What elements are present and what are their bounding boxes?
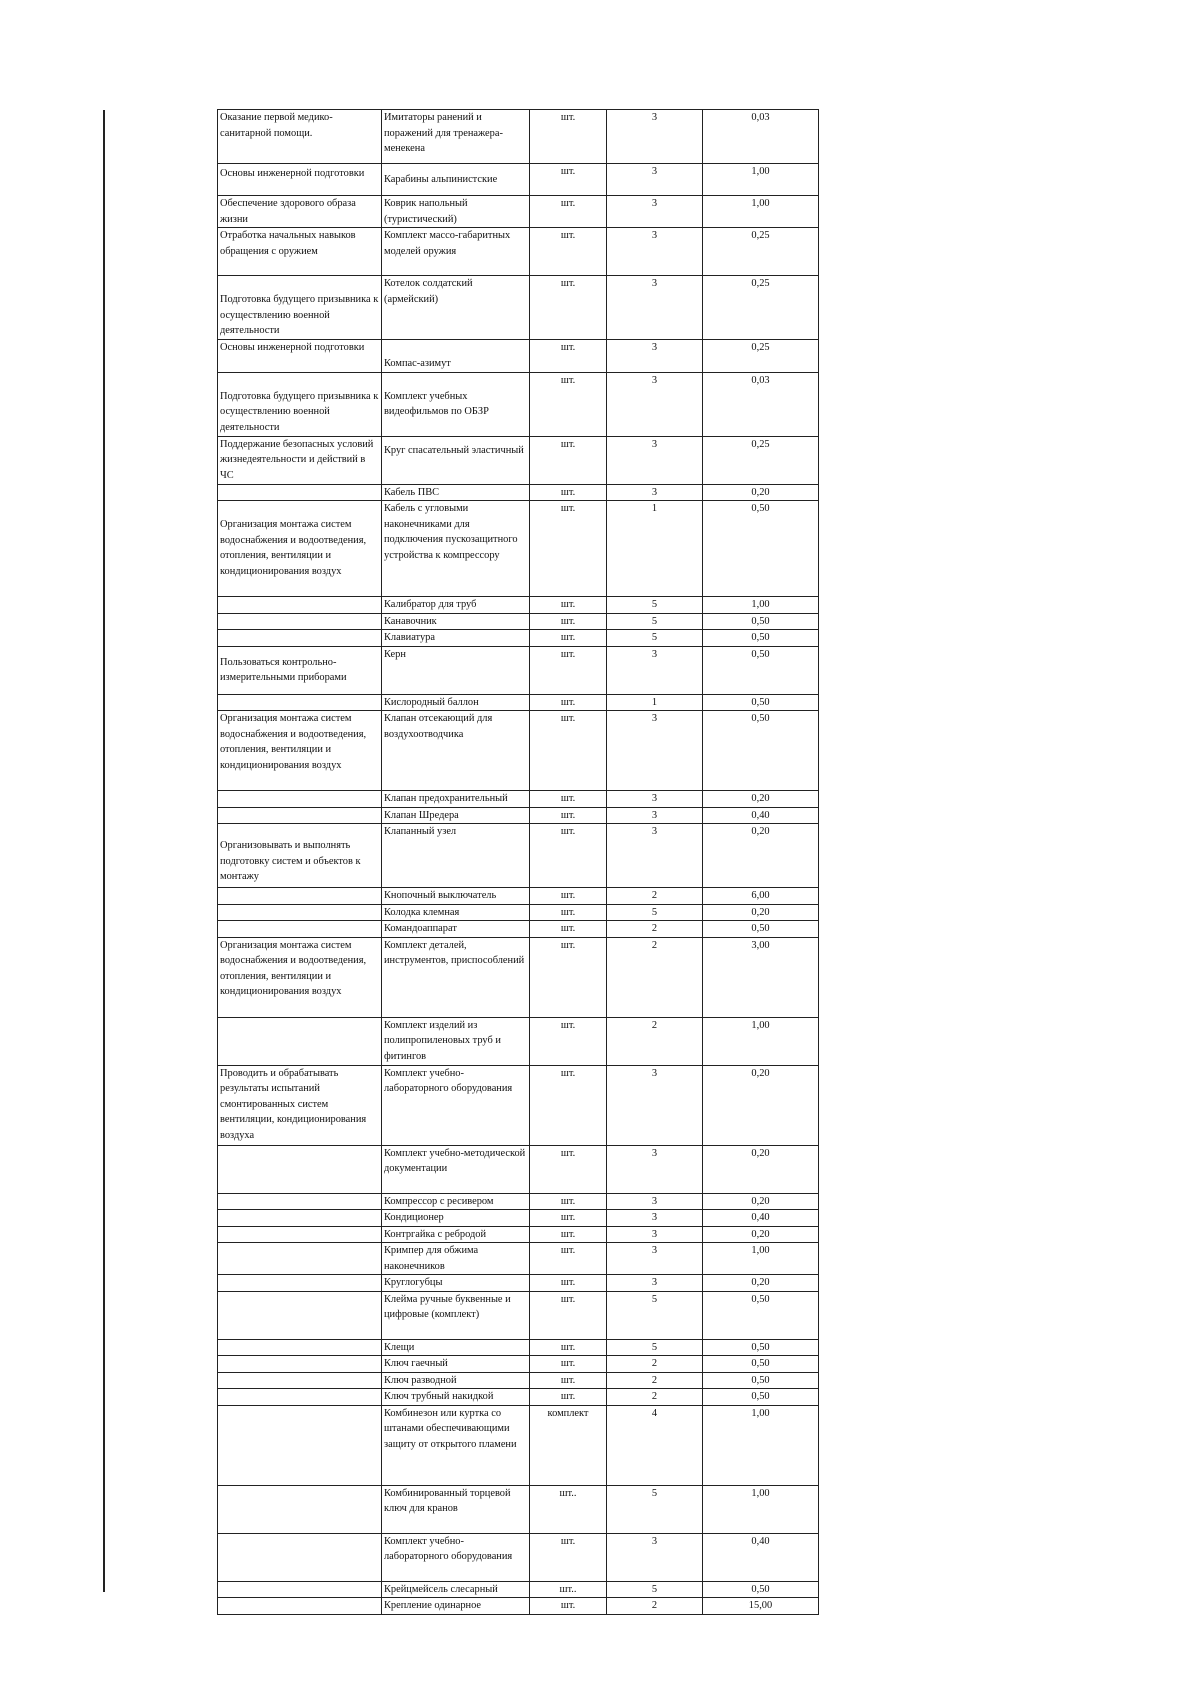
section-cell [218, 597, 382, 614]
norm-cell: 0,20 [703, 484, 819, 501]
qty-cell: 2 [607, 888, 703, 905]
equipment-table [217, 109, 819, 1615]
norm-cell: 0,50 [703, 1581, 819, 1598]
qty-cell: 3 [607, 110, 703, 164]
table-row [218, 110, 819, 164]
qty-cell: 1 [607, 501, 703, 597]
unit-cell: шт. [530, 824, 607, 888]
qty-cell: 3 [607, 1275, 703, 1292]
item-cell: Круг спасательный эластичный [382, 436, 530, 484]
qty-cell: 1 [607, 694, 703, 711]
qty-cell: 3 [607, 1145, 703, 1193]
norm-cell: 1,00 [703, 1485, 819, 1533]
table-row [218, 888, 819, 905]
qty-cell: 3 [607, 646, 703, 694]
qty-cell: 3 [607, 1193, 703, 1210]
table-row [218, 1275, 819, 1292]
item-cell: Кримпер для обжима наконечников [382, 1243, 530, 1275]
item-cell: Комплект учебно-лабораторного оборудования [382, 1065, 530, 1145]
item-cell: Комплект учебно-методической документации [382, 1145, 530, 1193]
norm-cell: 0,03 [703, 110, 819, 164]
item-cell: Компрессор с ресивером [382, 1193, 530, 1210]
norm-cell: 0,20 [703, 1065, 819, 1145]
section-cell: Организовывать и выполнять подготовку систем и объектов к монтажу [218, 824, 382, 888]
norm-cell: 0,20 [703, 824, 819, 888]
item-cell: Крепление одинарное [382, 1598, 530, 1615]
section-cell: Организация монтажа систем водоснабжения и водоотведения, отопления, вентиляции и кондиционирования воздух [218, 937, 382, 1017]
unit-cell: шт. [530, 1533, 607, 1581]
section-cell: Отработка начальных навыков обращения с оружием [218, 228, 382, 276]
norm-cell: 0,40 [703, 807, 819, 824]
qty-cell: 5 [607, 1339, 703, 1356]
qty-cell: 3 [607, 276, 703, 340]
table-row [218, 630, 819, 647]
table-row [218, 613, 819, 630]
item-cell: Комплект деталей, инструментов, приспособлений [382, 937, 530, 1017]
table-row [218, 1210, 819, 1227]
norm-cell: 1,00 [703, 597, 819, 614]
unit-cell: шт. [530, 501, 607, 597]
table-row [218, 1372, 819, 1389]
norm-cell: 0,40 [703, 1210, 819, 1227]
item-cell: Компас-азимут [382, 340, 530, 373]
norm-cell: 0,20 [703, 1193, 819, 1210]
norm-cell: 0,50 [703, 1389, 819, 1406]
item-cell: Керн [382, 646, 530, 694]
table-row [218, 1533, 819, 1581]
item-cell: Крейцмейсель слесарный [382, 1581, 530, 1598]
item-cell: Клапанный узел [382, 824, 530, 888]
unit-cell: шт. [530, 1389, 607, 1406]
section-cell [218, 1405, 382, 1485]
unit-cell: шт. [530, 613, 607, 630]
norm-cell: 0,20 [703, 1226, 819, 1243]
norm-cell: 0,50 [703, 921, 819, 938]
table-row [218, 824, 819, 888]
norm-cell: 0,03 [703, 372, 819, 436]
norm-cell: 0,50 [703, 646, 819, 694]
left-margin-line [103, 110, 105, 1592]
section-cell [218, 1017, 382, 1065]
item-cell: Клещи [382, 1339, 530, 1356]
norm-cell: 1,00 [703, 1405, 819, 1485]
item-cell: Калибратор для труб [382, 597, 530, 614]
section-cell: Подготовка будущего призывника к осуществлению военной деятельности [218, 372, 382, 436]
unit-cell: шт. [530, 340, 607, 373]
item-cell: Клавиатура [382, 630, 530, 647]
norm-cell: 1,00 [703, 1243, 819, 1275]
item-cell: Клапан Шредера [382, 807, 530, 824]
norm-cell: 1,00 [703, 164, 819, 196]
item-cell: Ключ разводной [382, 1372, 530, 1389]
item-cell: Командоаппарат [382, 921, 530, 938]
table-row [218, 1145, 819, 1193]
table-row [218, 711, 819, 791]
qty-cell: 3 [607, 196, 703, 228]
norm-cell: 0,20 [703, 1145, 819, 1193]
unit-cell: шт. [530, 484, 607, 501]
qty-cell: 5 [607, 1291, 703, 1339]
item-cell: Клапан предохранительный [382, 791, 530, 808]
section-cell [218, 1193, 382, 1210]
item-cell: Комплект учебно-лабораторного оборудования [382, 1533, 530, 1581]
section-cell [218, 888, 382, 905]
table-row [218, 1193, 819, 1210]
item-cell: Имитаторы ранений и поражений для тренажера-менекена [382, 110, 530, 164]
section-cell [218, 1598, 382, 1615]
qty-cell: 5 [607, 1581, 703, 1598]
unit-cell: шт. [530, 807, 607, 824]
qty-cell: 3 [607, 436, 703, 484]
norm-cell: 0,50 [703, 694, 819, 711]
unit-cell: шт. [530, 1339, 607, 1356]
table-row [218, 1226, 819, 1243]
item-cell: Комплект массо-габаритных моделей оружия [382, 228, 530, 276]
item-cell: Кабель ПВС [382, 484, 530, 501]
section-cell [218, 1275, 382, 1292]
item-cell: Кнопочный выключатель [382, 888, 530, 905]
table-row [218, 904, 819, 921]
qty-cell: 3 [607, 1065, 703, 1145]
item-cell: Кислородный баллон [382, 694, 530, 711]
section-cell: Проводить и обрабатывать результаты испытаний смонтированных систем вентиляции, кондиционирования воздуха [218, 1065, 382, 1145]
unit-cell: шт. [530, 1372, 607, 1389]
table-row [218, 694, 819, 711]
table-row [218, 196, 819, 228]
table-row [218, 436, 819, 484]
unit-cell: шт. [530, 1356, 607, 1373]
unit-cell: комплект [530, 1405, 607, 1485]
item-cell: Контргайка с ребродой [382, 1226, 530, 1243]
section-cell [218, 904, 382, 921]
unit-cell: шт. [530, 1291, 607, 1339]
table-row [218, 1017, 819, 1065]
qty-cell: 3 [607, 824, 703, 888]
unit-cell: шт.. [530, 1485, 607, 1533]
section-cell: Обеспечение здорового образа жизни [218, 196, 382, 228]
norm-cell: 0,50 [703, 613, 819, 630]
item-cell: Канавочник [382, 613, 530, 630]
norm-cell: 15,00 [703, 1598, 819, 1615]
section-cell [218, 694, 382, 711]
unit-cell: шт. [530, 196, 607, 228]
qty-cell: 2 [607, 937, 703, 1017]
section-cell [218, 484, 382, 501]
item-cell: Карабины альпинистские [382, 164, 530, 196]
table-row [218, 501, 819, 597]
unit-cell: шт. [530, 1065, 607, 1145]
table-row [218, 1339, 819, 1356]
norm-cell: 0,50 [703, 1291, 819, 1339]
table-row [218, 1389, 819, 1406]
unit-cell: шт. [530, 711, 607, 791]
item-cell: Круглогубцы [382, 1275, 530, 1292]
unit-cell: шт. [530, 904, 607, 921]
unit-cell: шт. [530, 646, 607, 694]
norm-cell: 0,50 [703, 1372, 819, 1389]
unit-cell: шт. [530, 597, 607, 614]
qty-cell: 5 [607, 613, 703, 630]
table-row [218, 921, 819, 938]
section-cell [218, 1485, 382, 1533]
unit-cell: шт. [530, 630, 607, 647]
qty-cell: 4 [607, 1405, 703, 1485]
norm-cell: 0,20 [703, 1275, 819, 1292]
unit-cell: шт. [530, 791, 607, 808]
item-cell: Коврик напольный (туристический) [382, 196, 530, 228]
section-cell [218, 1145, 382, 1193]
qty-cell: 3 [607, 340, 703, 373]
item-cell: Клапан отсекающий для воздухоотводчика [382, 711, 530, 791]
section-cell: Подготовка будущего призывника к осуществлению военной деятельности [218, 276, 382, 340]
section-cell [218, 1339, 382, 1356]
table-row [218, 1065, 819, 1145]
unit-cell: шт. [530, 694, 607, 711]
item-cell: Комплект учебных видеофильмов по ОБЗР [382, 372, 530, 436]
norm-cell: 0,50 [703, 501, 819, 597]
norm-cell: 1,00 [703, 196, 819, 228]
norm-cell: 0,25 [703, 436, 819, 484]
unit-cell: шт. [530, 1275, 607, 1292]
section-cell [218, 630, 382, 647]
item-cell: Котелок солдатский (армейский) [382, 276, 530, 340]
qty-cell: 2 [607, 1389, 703, 1406]
norm-cell: 6,00 [703, 888, 819, 905]
qty-cell: 3 [607, 1226, 703, 1243]
equipment-table-body [218, 110, 819, 1615]
unit-cell: шт. [530, 1243, 607, 1275]
section-cell [218, 807, 382, 824]
norm-cell: 0,20 [703, 791, 819, 808]
unit-cell: шт. [530, 888, 607, 905]
unit-cell: шт.. [530, 1581, 607, 1598]
table-row [218, 276, 819, 340]
unit-cell: шт. [530, 1193, 607, 1210]
norm-cell: 0,25 [703, 228, 819, 276]
qty-cell: 3 [607, 1533, 703, 1581]
section-cell: Пользоваться контрольно-измерительными приборами [218, 646, 382, 694]
unit-cell: шт. [530, 1226, 607, 1243]
item-cell: Ключ трубный накидкой [382, 1389, 530, 1406]
qty-cell: 2 [607, 1372, 703, 1389]
norm-cell: 0,50 [703, 1339, 819, 1356]
item-cell: Кондиционер [382, 1210, 530, 1227]
item-cell: Комплект изделий из полипропиленовых труб и фитингов [382, 1017, 530, 1065]
norm-cell: 3,00 [703, 937, 819, 1017]
table-row [218, 646, 819, 694]
item-cell: Кабель с угловыми наконечниками для подключения пускозащитного устройства к компрессору [382, 501, 530, 597]
unit-cell: шт. [530, 228, 607, 276]
item-cell: Ключ гаечный [382, 1356, 530, 1373]
unit-cell: шт. [530, 372, 607, 436]
section-cell [218, 791, 382, 808]
qty-cell: 3 [607, 791, 703, 808]
section-cell [218, 1356, 382, 1373]
qty-cell: 3 [607, 807, 703, 824]
table-row [218, 937, 819, 1017]
norm-cell: 0,25 [703, 276, 819, 340]
table-row [218, 484, 819, 501]
unit-cell: шт. [530, 921, 607, 938]
section-cell [218, 1389, 382, 1406]
section-cell: Поддержание безопасных условий жизнедеятельности и действий в ЧС [218, 436, 382, 484]
section-cell [218, 1243, 382, 1275]
norm-cell: 0,40 [703, 1533, 819, 1581]
qty-cell: 3 [607, 228, 703, 276]
table-row [218, 1598, 819, 1615]
norm-cell: 1,00 [703, 1017, 819, 1065]
item-cell: Комбинированный торцевой ключ для кранов [382, 1485, 530, 1533]
section-cell [218, 921, 382, 938]
item-cell: Колодка клемная [382, 904, 530, 921]
norm-cell: 0,20 [703, 904, 819, 921]
section-cell [218, 1581, 382, 1598]
qty-cell: 2 [607, 1356, 703, 1373]
unit-cell: шт. [530, 276, 607, 340]
qty-cell: 5 [607, 1485, 703, 1533]
table-row [218, 164, 819, 196]
unit-cell: шт. [530, 110, 607, 164]
unit-cell: шт. [530, 937, 607, 1017]
qty-cell: 5 [607, 904, 703, 921]
section-cell: Оказание первой медико-санитарной помощи. [218, 110, 382, 164]
norm-cell: 0,50 [703, 1356, 819, 1373]
unit-cell: шт. [530, 436, 607, 484]
item-cell: Клейма ручные буквенные и цифровые (комплект) [382, 1291, 530, 1339]
qty-cell: 3 [607, 1210, 703, 1227]
table-row [218, 1243, 819, 1275]
table-row [218, 1291, 819, 1339]
section-cell [218, 1372, 382, 1389]
section-cell [218, 1291, 382, 1339]
unit-cell: шт. [530, 1017, 607, 1065]
table-row [218, 340, 819, 373]
norm-cell: 0,50 [703, 711, 819, 791]
unit-cell: шт. [530, 1210, 607, 1227]
norm-cell: 0,25 [703, 340, 819, 373]
section-cell [218, 1210, 382, 1227]
norm-cell: 0,50 [703, 630, 819, 647]
unit-cell: шт. [530, 1598, 607, 1615]
section-cell [218, 1533, 382, 1581]
qty-cell: 3 [607, 164, 703, 196]
qty-cell: 3 [607, 1243, 703, 1275]
table-row [218, 372, 819, 436]
unit-cell: шт. [530, 1145, 607, 1193]
qty-cell: 3 [607, 484, 703, 501]
qty-cell: 2 [607, 1598, 703, 1615]
table-row [218, 807, 819, 824]
qty-cell: 5 [607, 630, 703, 647]
unit-cell: шт. [530, 164, 607, 196]
table-row [218, 1581, 819, 1598]
section-cell: Основы инженерной подготовки [218, 164, 382, 196]
table-row [218, 1405, 819, 1485]
table-row [218, 1485, 819, 1533]
qty-cell: 2 [607, 1017, 703, 1065]
section-cell [218, 1226, 382, 1243]
section-cell [218, 613, 382, 630]
qty-cell: 2 [607, 921, 703, 938]
section-cell: Организация монтажа систем водоснабжения и водоотведения, отопления, вентиляции и кондиционирования воздух [218, 711, 382, 791]
table-row [218, 228, 819, 276]
section-cell: Основы инженерной подготовки [218, 340, 382, 373]
item-cell: Комбинезон или куртка со штанами обеспечивающими защиту от открытого пламени [382, 1405, 530, 1485]
qty-cell: 3 [607, 372, 703, 436]
qty-cell: 5 [607, 597, 703, 614]
section-cell: Организация монтажа систем водоснабжения и водоотведения, отопления, вентиляции и кондиционирования воздух [218, 501, 382, 597]
table-row [218, 791, 819, 808]
table-row [218, 1356, 819, 1373]
qty-cell: 3 [607, 711, 703, 791]
table-row [218, 597, 819, 614]
